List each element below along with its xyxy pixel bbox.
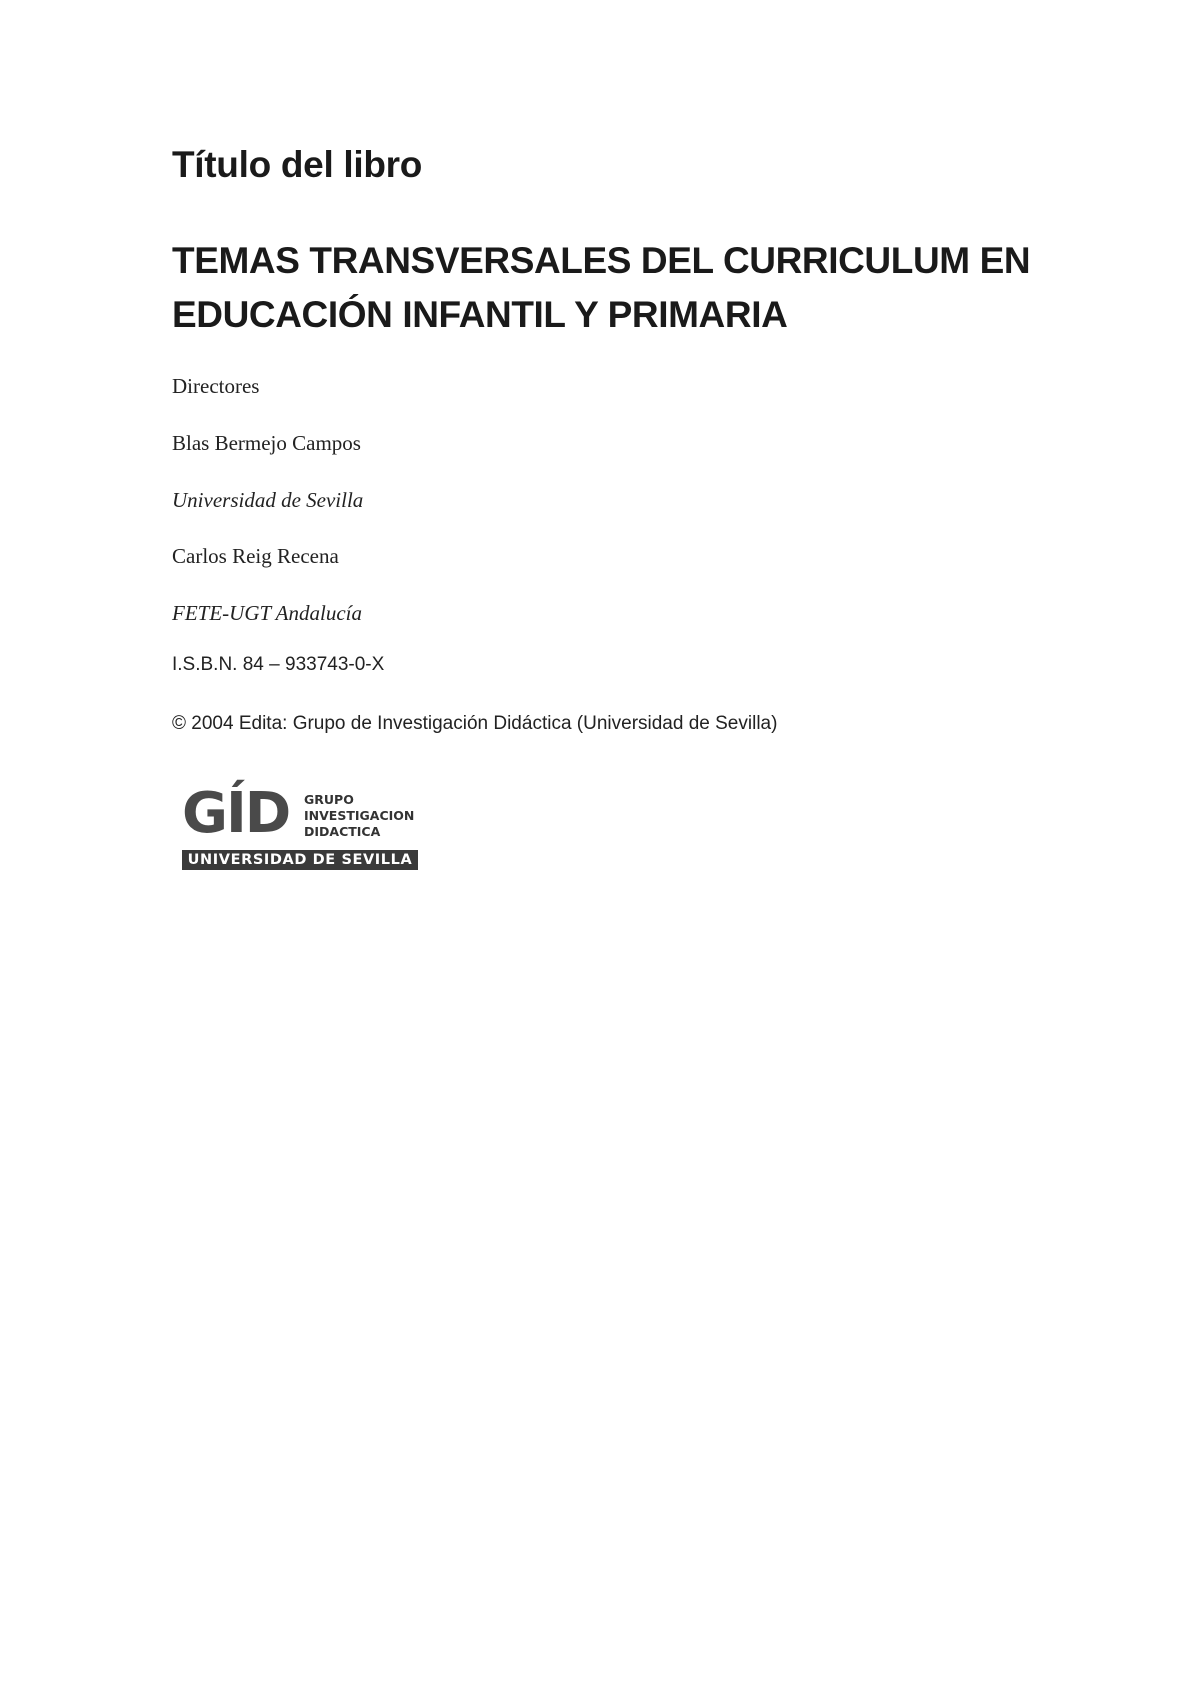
gid-logo-bar: UNIVERSIDAD DE SEVILLA <box>182 850 418 870</box>
book-title-line-2: EDUCACIÓN INFANTIL Y PRIMARIA <box>172 294 788 335</box>
book-title-label: Título del libro <box>172 144 423 185</box>
gid-logo-line-2: INVESTIGACION <box>304 808 415 823</box>
gid-logo-mark: GÍD <box>182 781 290 846</box>
gid-logo-line-3: DIDACTICA <box>304 824 381 839</box>
gid-logo-text <box>304 792 414 840</box>
gid-logo <box>182 782 420 868</box>
copyright-text: © 2004 Edita: Grupo de Investigación Didáctica (Universidad de Sevilla) <box>172 713 778 734</box>
director-1-affiliation: Universidad de Sevilla <box>172 488 364 512</box>
isbn-text: I.S.B.N. 84 – 933743-0-X <box>172 654 385 675</box>
gid-logo-line-1: GRUPO <box>304 792 354 807</box>
book-title-line-1: TEMAS TRANSVERSALES DEL CURRICULUM EN <box>172 240 1031 281</box>
director-1-name: Blas Bermejo Campos <box>172 431 361 455</box>
director-2-name: Carlos Reig Recena <box>172 544 339 568</box>
directors-label: Directores <box>172 374 260 398</box>
director-2-affiliation: FETE-UGT Andalucía <box>172 601 362 625</box>
